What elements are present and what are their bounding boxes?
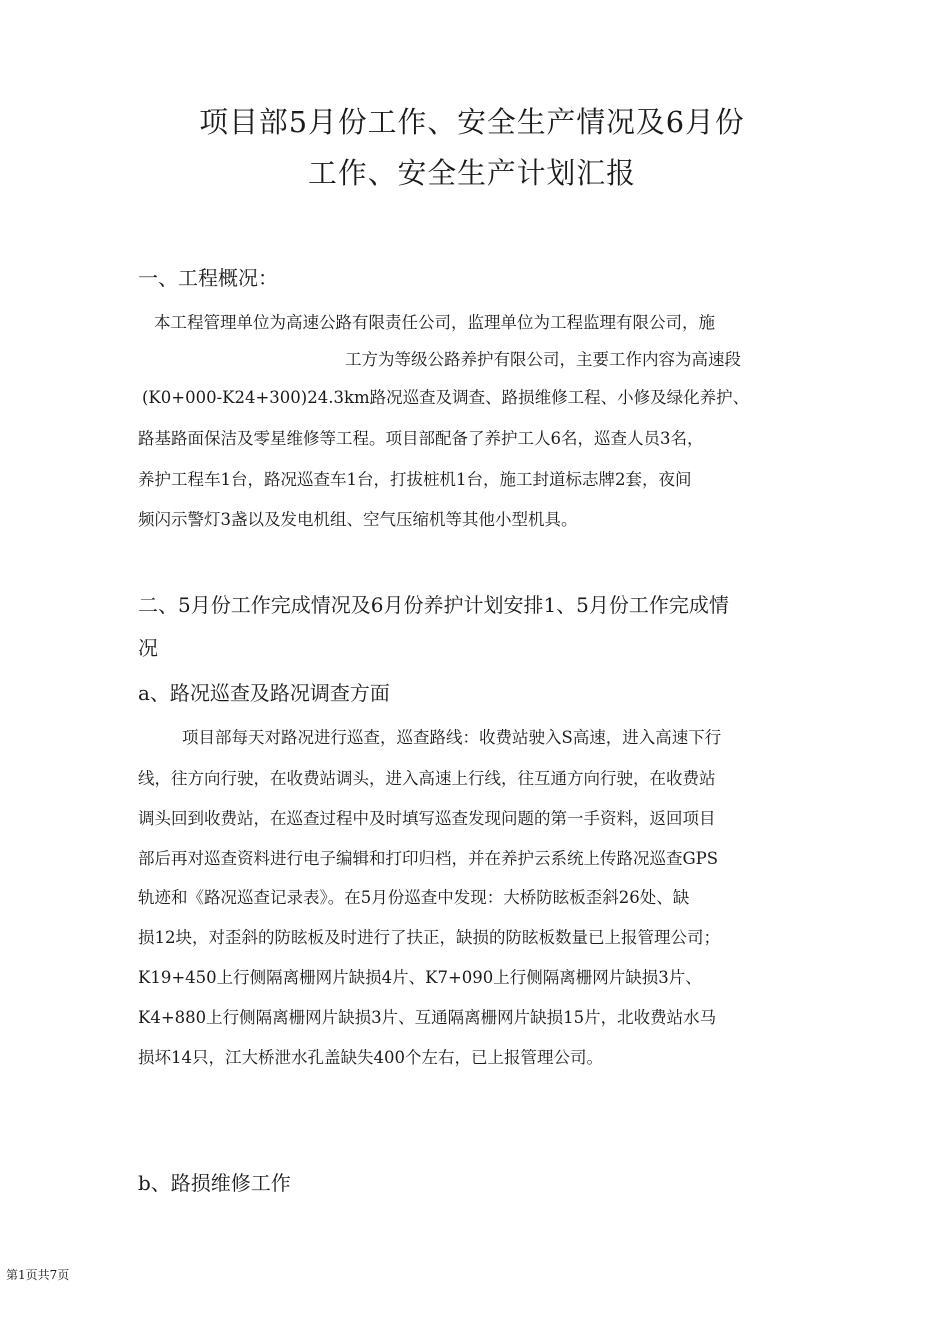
section-2-heading-continued: 况 [138, 636, 158, 660]
subsection-a-paragraph-line: 线，往方向行驶，在收费站调头，进入高速上行线，往互通方向行驶，在收费站 [138, 769, 716, 788]
section-2-heading: 二、5月份工作完成情况及6月份养护计划安排1、5月份工作完成情 [138, 593, 729, 617]
section-1-paragraph-line: 本工程管理单位为高速公路有限责任公司，监理单位为工程监理有限公司，施 [154, 313, 715, 332]
section-1-paragraph-line: 频闪示警灯3盏以及发电机组、空气压缩机等其他小型机具。 [138, 510, 578, 529]
subsection-a-paragraph-line: 轨迹和《路况巡查记录表》。在5月份巡查中发现：大桥防眩板歪斜26处、缺 [138, 888, 690, 907]
section-1-paragraph-line: (K0+000-K24+300)24.3km路况巡查及调查、路损维修工程、小修及绿化养护、 [142, 388, 750, 407]
document-title-line-1: 项目部5月份工作、安全生产情况及6月份 [199, 105, 745, 139]
section-1-paragraph-line: 养护工程车1台，路况巡查车1台，打拔桩机1台，施工封道标志牌2套，夜间 [138, 470, 692, 489]
subsection-a-heading: a、路况巡查及路况调查方面 [138, 681, 390, 705]
section-1-paragraph-line: 路基路面保洁及零星维修等工程。项目部配备了养护工人6名，巡查人员3名， [138, 429, 704, 448]
subsection-b-heading: b、路损维修工作 [138, 1171, 291, 1195]
subsection-a-paragraph-line: K4+880上行侧隔离栅网片缺损3片、互通隔离栅网片缺损15片，北收费站水马 [138, 1008, 717, 1027]
subsection-a-paragraph-line: 项目部每天对路况进行巡查，巡查路线：收费站驶入S高速，进入高速下行 [182, 728, 722, 747]
subsection-a-paragraph-line: 损12块，对歪斜的防眩板及时进行了扶正，缺损的防眩板数量已上报管理公司； [138, 928, 720, 947]
section-1-paragraph-line: 工方为等级公路养护有限公司，主要工作内容为高速段 [345, 350, 741, 369]
subsection-a-paragraph-line: 损坏14只，江大桥泄水孔盖缺失400个左右，已上报管理公司。 [138, 1048, 603, 1067]
subsection-a-paragraph-line: K19+450上行侧隔离栅网片缺损4片、K7+090上行侧隔离栅网片缺损3片、 [138, 968, 702, 987]
page-footer: 第1页共7页 [6, 1268, 70, 1282]
subsection-a-paragraph-line: 调头回到收费站，在巡查过程中及时填写巡查发现问题的第一手资料，返回项目 [138, 809, 716, 828]
document-title-line-2: 工作、安全生产计划汇报 [308, 156, 636, 190]
subsection-a-paragraph-line: 部后再对巡查资料进行电子编辑和打印归档，并在养护云系统上传路况巡查GPS [138, 849, 719, 868]
section-1-heading: 一、工程概况： [138, 266, 278, 290]
